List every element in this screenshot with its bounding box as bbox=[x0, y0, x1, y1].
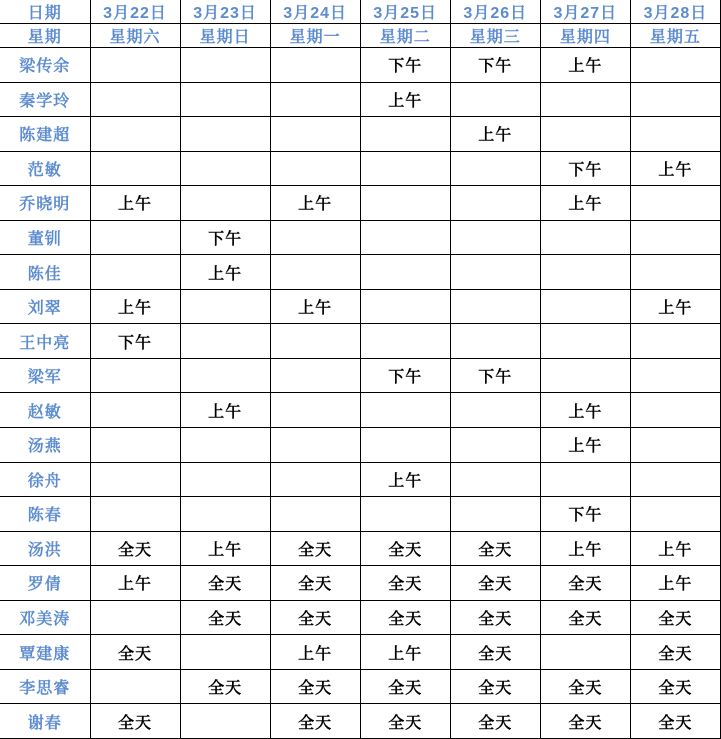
shift-cell: 上午 bbox=[630, 289, 720, 324]
shift-cell bbox=[270, 255, 360, 290]
person-row bbox=[0, 186, 721, 221]
person-name-cell: 覃建康 bbox=[0, 635, 90, 670]
shift-cell bbox=[540, 324, 630, 359]
person-name-cell: 徐舟 bbox=[0, 462, 90, 497]
shift-cell: 全天 bbox=[540, 566, 630, 601]
date-corner-label: 日期 bbox=[0, 0, 90, 24]
shift-cell bbox=[270, 82, 360, 117]
shift-cell: 全天 bbox=[360, 669, 450, 704]
person-row bbox=[0, 82, 721, 117]
shift-cell: 上午 bbox=[180, 393, 270, 428]
shift-cell: 上午 bbox=[90, 186, 180, 221]
shift-cell: 全天 bbox=[450, 600, 540, 635]
shift-cell: 上午 bbox=[360, 462, 450, 497]
date-header-cell: 3月23日 bbox=[180, 0, 270, 24]
shift-cell: 上午 bbox=[90, 289, 180, 324]
shift-cell bbox=[630, 358, 720, 393]
shift-cell: 下午 bbox=[180, 220, 270, 255]
person-name-cell: 梁军 bbox=[0, 358, 90, 393]
shift-cell bbox=[450, 151, 540, 186]
shift-cell: 下午 bbox=[450, 358, 540, 393]
person-row bbox=[0, 220, 721, 255]
person-name-cell: 罗倩 bbox=[0, 566, 90, 601]
weekday-header-cell: 星期二 bbox=[360, 24, 450, 48]
date-header-cell: 3月27日 bbox=[540, 0, 630, 24]
person-row bbox=[0, 358, 721, 393]
shift-cell bbox=[180, 704, 270, 739]
shift-cell bbox=[540, 255, 630, 290]
shift-cell bbox=[450, 220, 540, 255]
shift-cell: 下午 bbox=[540, 497, 630, 532]
shift-cell bbox=[90, 669, 180, 704]
date-header-cell: 3月26日 bbox=[450, 0, 540, 24]
shift-cell: 下午 bbox=[90, 324, 180, 359]
shift-cell bbox=[540, 220, 630, 255]
person-name-cell: 秦学玲 bbox=[0, 82, 90, 117]
person-row bbox=[0, 704, 721, 739]
person-row bbox=[0, 497, 721, 532]
shift-cell: 全天 bbox=[180, 600, 270, 635]
shift-cell: 全天 bbox=[630, 600, 720, 635]
shift-cell bbox=[450, 289, 540, 324]
shift-cell: 全天 bbox=[90, 531, 180, 566]
shift-cell bbox=[90, 428, 180, 463]
weekday-header-cell: 星期四 bbox=[540, 24, 630, 48]
shift-cell bbox=[90, 358, 180, 393]
person-name-cell: 汤洪 bbox=[0, 531, 90, 566]
shift-cell: 下午 bbox=[360, 358, 450, 393]
person-name-cell: 王中亮 bbox=[0, 324, 90, 359]
shift-cell bbox=[450, 186, 540, 221]
shift-cell bbox=[180, 428, 270, 463]
shift-cell bbox=[270, 393, 360, 428]
shift-cell bbox=[180, 151, 270, 186]
person-name-cell: 陈春 bbox=[0, 497, 90, 532]
shift-cell bbox=[540, 462, 630, 497]
shift-cell bbox=[540, 358, 630, 393]
shift-cell: 上午 bbox=[360, 82, 450, 117]
shift-cell bbox=[540, 82, 630, 117]
person-name-cell: 乔晓明 bbox=[0, 186, 90, 221]
shift-cell: 上午 bbox=[450, 117, 540, 152]
shift-cell bbox=[630, 220, 720, 255]
person-name-cell: 陈佳 bbox=[0, 255, 90, 290]
shift-cell: 全天 bbox=[180, 669, 270, 704]
shift-cell: 上午 bbox=[540, 428, 630, 463]
weekday-header-cell: 星期六 bbox=[90, 24, 180, 48]
weekday-header-cell: 星期三 bbox=[450, 24, 540, 48]
shift-cell bbox=[450, 497, 540, 532]
shift-cell: 全天 bbox=[450, 704, 540, 739]
shift-cell bbox=[630, 255, 720, 290]
shift-cell bbox=[540, 117, 630, 152]
person-row bbox=[0, 669, 721, 704]
shift-cell bbox=[630, 117, 720, 152]
person-row bbox=[0, 600, 721, 635]
shift-cell: 上午 bbox=[540, 186, 630, 221]
shift-cell: 全天 bbox=[270, 704, 360, 739]
shift-cell: 上午 bbox=[360, 635, 450, 670]
person-row bbox=[0, 531, 721, 566]
shift-cell bbox=[630, 428, 720, 463]
shift-cell: 上午 bbox=[180, 255, 270, 290]
shift-cell: 全天 bbox=[540, 704, 630, 739]
shift-cell bbox=[450, 324, 540, 359]
person-row bbox=[0, 255, 721, 290]
shift-cell bbox=[360, 289, 450, 324]
shift-cell bbox=[90, 393, 180, 428]
person-name-cell: 邓美涛 bbox=[0, 600, 90, 635]
shift-cell bbox=[180, 358, 270, 393]
shift-cell bbox=[630, 324, 720, 359]
shift-cell: 全天 bbox=[90, 635, 180, 670]
shift-cell bbox=[270, 358, 360, 393]
shift-cell bbox=[90, 600, 180, 635]
shift-cell bbox=[360, 220, 450, 255]
person-row bbox=[0, 48, 721, 83]
shift-cell bbox=[450, 393, 540, 428]
person-row bbox=[0, 566, 721, 601]
shift-cell bbox=[90, 117, 180, 152]
weekday-header-cell: 星期日 bbox=[180, 24, 270, 48]
shift-cell bbox=[180, 324, 270, 359]
shift-cell: 全天 bbox=[630, 669, 720, 704]
shift-cell: 全天 bbox=[450, 669, 540, 704]
shift-cell bbox=[450, 462, 540, 497]
weekday-header-cell: 星期一 bbox=[270, 24, 360, 48]
shift-cell: 全天 bbox=[360, 566, 450, 601]
shift-cell: 全天 bbox=[630, 704, 720, 739]
person-row bbox=[0, 462, 721, 497]
shift-cell bbox=[180, 117, 270, 152]
shift-cell bbox=[360, 186, 450, 221]
shift-cell bbox=[540, 635, 630, 670]
weekday-header-cell: 星期五 bbox=[630, 24, 720, 48]
shift-cell bbox=[630, 186, 720, 221]
person-name-cell: 董钏 bbox=[0, 220, 90, 255]
person-row bbox=[0, 117, 721, 152]
shift-cell bbox=[270, 462, 360, 497]
shift-cell bbox=[90, 462, 180, 497]
shift-cell: 全天 bbox=[270, 566, 360, 601]
shift-cell: 上午 bbox=[270, 635, 360, 670]
shift-cell bbox=[180, 497, 270, 532]
shift-cell bbox=[630, 393, 720, 428]
shift-cell bbox=[180, 289, 270, 324]
shift-cell bbox=[360, 151, 450, 186]
shift-cell: 全天 bbox=[90, 704, 180, 739]
shift-cell bbox=[180, 48, 270, 83]
person-name-cell: 赵敏 bbox=[0, 393, 90, 428]
shift-cell bbox=[540, 289, 630, 324]
shift-cell bbox=[180, 186, 270, 221]
shift-cell: 全天 bbox=[540, 669, 630, 704]
shift-cell bbox=[360, 255, 450, 290]
shift-cell: 上午 bbox=[270, 186, 360, 221]
person-row bbox=[0, 151, 721, 186]
shift-cell bbox=[630, 48, 720, 83]
shift-cell bbox=[90, 255, 180, 290]
shift-cell bbox=[630, 497, 720, 532]
person-name-cell: 汤燕 bbox=[0, 428, 90, 463]
shift-cell bbox=[90, 48, 180, 83]
schedule-body bbox=[0, 48, 721, 739]
shift-cell bbox=[450, 82, 540, 117]
person-row bbox=[0, 635, 721, 670]
shift-cell: 全天 bbox=[180, 566, 270, 601]
shift-cell bbox=[270, 117, 360, 152]
shift-cell bbox=[270, 151, 360, 186]
shift-cell bbox=[180, 462, 270, 497]
person-name-cell: 谢春 bbox=[0, 704, 90, 739]
shift-cell: 上午 bbox=[90, 566, 180, 601]
date-header-cell: 3月28日 bbox=[630, 0, 720, 24]
shift-cell: 上午 bbox=[270, 289, 360, 324]
person-row bbox=[0, 428, 721, 463]
shift-cell bbox=[90, 82, 180, 117]
person-name-cell: 梁传余 bbox=[0, 48, 90, 83]
person-name-cell: 陈建超 bbox=[0, 117, 90, 152]
shift-cell: 全天 bbox=[450, 635, 540, 670]
shift-cell: 下午 bbox=[540, 151, 630, 186]
schedule-header bbox=[0, 0, 721, 48]
shift-cell: 上午 bbox=[630, 151, 720, 186]
shift-cell: 全天 bbox=[270, 669, 360, 704]
shift-cell bbox=[180, 82, 270, 117]
shift-cell: 全天 bbox=[360, 704, 450, 739]
person-row bbox=[0, 324, 721, 359]
shift-cell: 全天 bbox=[270, 531, 360, 566]
weekday-corner-label: 星期 bbox=[0, 24, 90, 48]
shift-cell bbox=[360, 117, 450, 152]
shift-cell: 全天 bbox=[360, 531, 450, 566]
shift-cell bbox=[180, 635, 270, 670]
shift-cell bbox=[90, 497, 180, 532]
shift-cell bbox=[270, 220, 360, 255]
shift-cell: 全天 bbox=[360, 600, 450, 635]
shift-cell bbox=[630, 462, 720, 497]
shift-cell: 下午 bbox=[450, 48, 540, 83]
shift-cell bbox=[360, 428, 450, 463]
shift-cell bbox=[450, 255, 540, 290]
shift-cell bbox=[270, 428, 360, 463]
date-header-cell: 3月22日 bbox=[90, 0, 180, 24]
shift-cell bbox=[90, 151, 180, 186]
shift-cell bbox=[270, 324, 360, 359]
shift-cell: 全天 bbox=[450, 566, 540, 601]
date-header-row bbox=[0, 0, 721, 24]
shift-cell bbox=[270, 497, 360, 532]
person-name-cell: 李思睿 bbox=[0, 669, 90, 704]
shift-cell: 全天 bbox=[270, 600, 360, 635]
shift-cell: 全天 bbox=[630, 635, 720, 670]
person-name-cell: 刘翠 bbox=[0, 289, 90, 324]
shift-cell bbox=[360, 497, 450, 532]
weekday-header-row bbox=[0, 24, 721, 48]
shift-cell bbox=[450, 428, 540, 463]
shift-cell: 全天 bbox=[540, 600, 630, 635]
shift-cell: 下午 bbox=[360, 48, 450, 83]
shift-cell bbox=[630, 82, 720, 117]
date-header-cell: 3月25日 bbox=[360, 0, 450, 24]
shift-cell: 上午 bbox=[630, 531, 720, 566]
shift-cell: 全天 bbox=[450, 531, 540, 566]
person-name-cell: 范敏 bbox=[0, 151, 90, 186]
shift-cell: 上午 bbox=[540, 393, 630, 428]
shift-cell bbox=[360, 393, 450, 428]
person-row bbox=[0, 289, 721, 324]
shift-cell bbox=[90, 220, 180, 255]
shift-cell bbox=[270, 48, 360, 83]
shift-cell: 上午 bbox=[540, 531, 630, 566]
shift-cell: 上午 bbox=[180, 531, 270, 566]
shift-cell bbox=[360, 324, 450, 359]
date-header-cell: 3月24日 bbox=[270, 0, 360, 24]
shift-cell: 上午 bbox=[630, 566, 720, 601]
shift-cell: 上午 bbox=[540, 48, 630, 83]
person-row bbox=[0, 393, 721, 428]
